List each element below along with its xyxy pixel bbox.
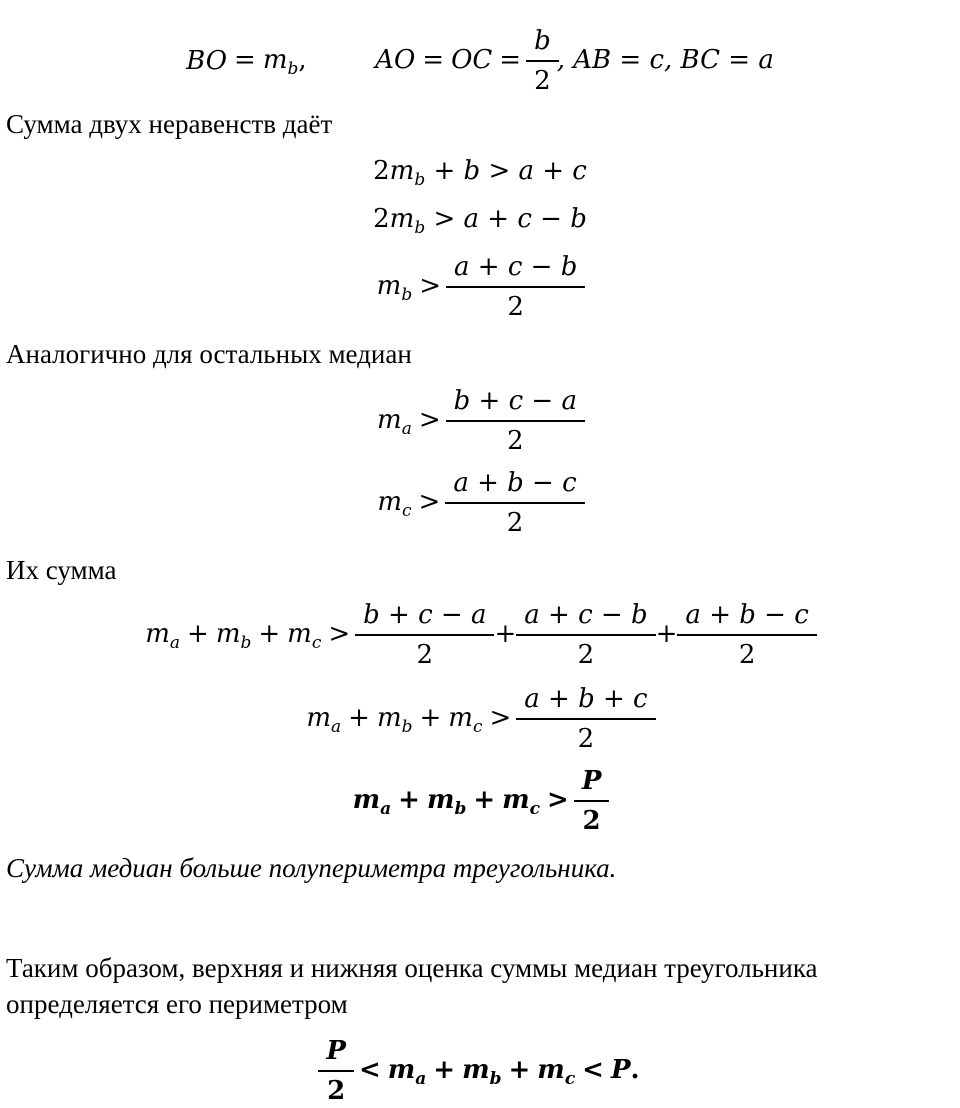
paragraph-analogously: Аналогично для остальных медиан [6, 339, 412, 369]
fraction-1: $\frac{b + c - a}{2}$ [359, 598, 490, 672]
paragraph-conclusion: Сумма медиан больше полупериметра треугольника. [6, 853, 617, 883]
fraction-mc: $\frac{a + b - c}{2}$ [449, 466, 580, 540]
fraction-mb: $\frac{a + c - b}{2}$ [450, 250, 581, 324]
equation-definitions: BO = $m_b$, AO = OC = $\frac{b}{2}$ , AB = c, BC = a [186, 26, 774, 96]
paragraph-their-sum: Их сумма [6, 555, 117, 585]
fraction-3: $\frac{a + b - c}{2}$ [681, 598, 812, 672]
fraction-b-over-2: $\frac{b}{2}$ [530, 24, 555, 98]
equation-2mb-diff: $2m_b > a + c - b$ [373, 204, 587, 238]
paragraph-summary: Таким образом, верхняя и нижняя оценка суммы медиан треугольника определяется его периметром [6, 953, 818, 1019]
equation-final-bounds: $\frac{P}{2}$ < $m_a + m_b + m_c < P$. [0, 1034, 960, 1108]
equation-mc-bound: $m_c$ > $\frac{a + b - c}{2}$ [0, 466, 960, 540]
equation-sum-of-fractions: $m_a + m_b + m_c$ > $\frac{b + c - a}{2}$ + $\frac{a + c - b}{2}$ + $\frac{a + b - c}{2}$ [0, 598, 960, 672]
paragraph-sum-two-inequalities: Сумма двух неравенств даёт [6, 109, 333, 139]
equation-mb-bound: $m_b$ > $\frac{a + c - b}{2}$ [0, 250, 960, 324]
eq-bo: BO [186, 46, 228, 76]
equation-sum-half-perimeter: $m_a + m_b + m_c$ > $\frac{P}{2}$ [0, 764, 960, 838]
fraction-p-over-2: $\frac{P}{2}$ [578, 764, 606, 838]
equation-ma-bound: $m_a$ > $\frac{b + c - a}{2}$ [0, 384, 960, 458]
fraction-abc: $\frac{a + b + c}{2}$ [520, 682, 651, 756]
fraction-2: $\frac{a + c - b}{2}$ [520, 598, 651, 672]
equation-sum-simplified: $m_a + m_b + m_c$ > $\frac{a + b + c}{2}$ [0, 682, 960, 756]
equation-2mb-sum: $2m_b + b > a + c$ [373, 156, 587, 190]
fraction-final-p-over-2: $\frac{P}{2}$ [322, 1034, 350, 1108]
fraction-ma: $\frac{b + c - a}{2}$ [450, 384, 581, 458]
